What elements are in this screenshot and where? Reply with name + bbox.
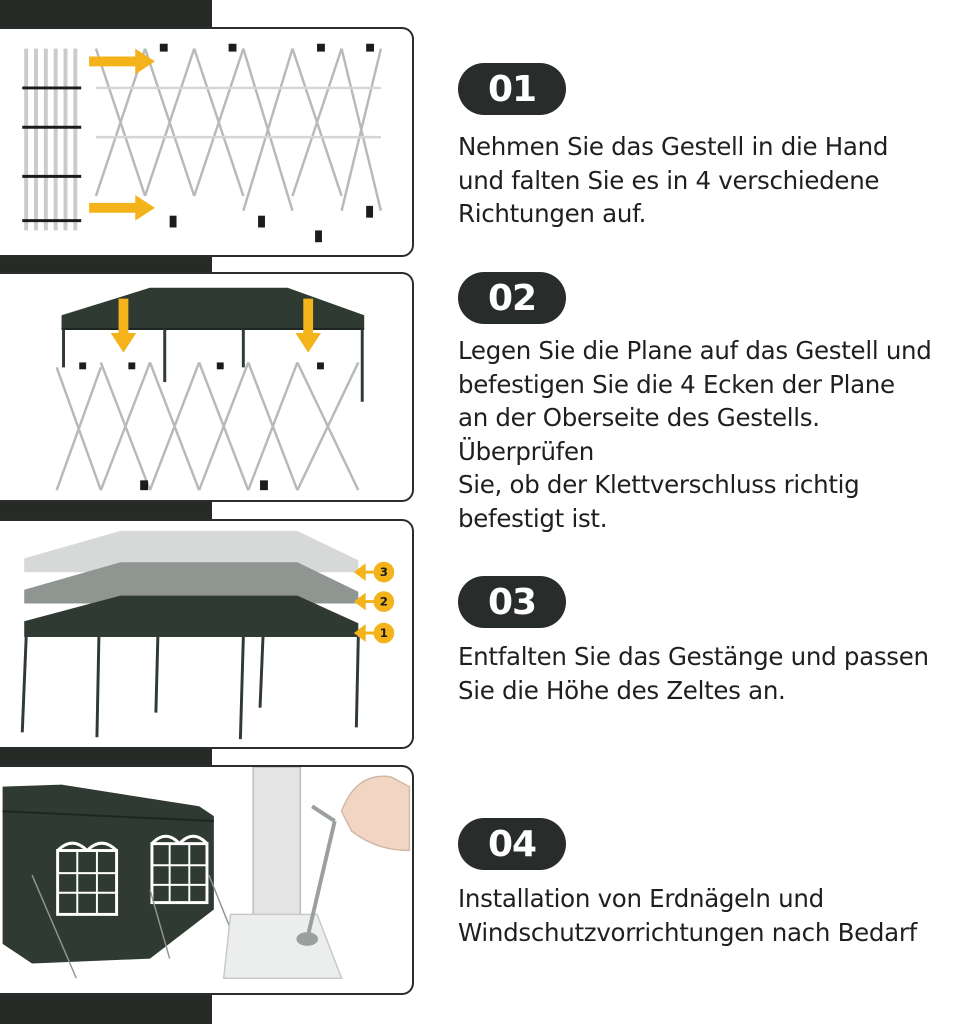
step-2-instruction: Legen Sie die Plane auf das Gestell und befestigen Sie die 4 Ecken der Plane an der Oberseite des Gestells. Überprüfen Sie, ob der Klettverschluss richtig befestigt ist. [458,336,932,533]
height-adjustment-icon [0,521,412,747]
step-4-illustration [0,765,414,995]
height-marker-2: 2 [379,594,388,609]
step-3-number-badge: 03 [458,576,566,628]
height-marker-3: 3 [379,565,388,580]
ground-stake-icon [0,767,412,993]
step-3-illustration [0,519,414,749]
height-marker-1: 1 [379,625,388,640]
frame-unfolding-icon [0,29,412,255]
step-4-instruction: Installation von Erdnägeln und Windschutzvorrichtungen nach Bedarf [458,884,917,947]
step-2-illustration [0,272,414,502]
step-1-number-badge: 01 [458,63,566,115]
step-3-instruction: Entfalten Sie das Gestänge und passen Sie die Höhe des Zeltes an. [458,642,929,705]
step-4-number-badge: 04 [458,818,566,870]
step-1-instruction: Nehmen Sie das Gestell in die Hand und falten Sie es in 4 verschiedene Richtungen auf. [458,132,889,228]
step-1-illustration [0,27,414,257]
canopy-placement-icon [0,274,412,500]
step-2-number-badge: 02 [458,272,566,324]
